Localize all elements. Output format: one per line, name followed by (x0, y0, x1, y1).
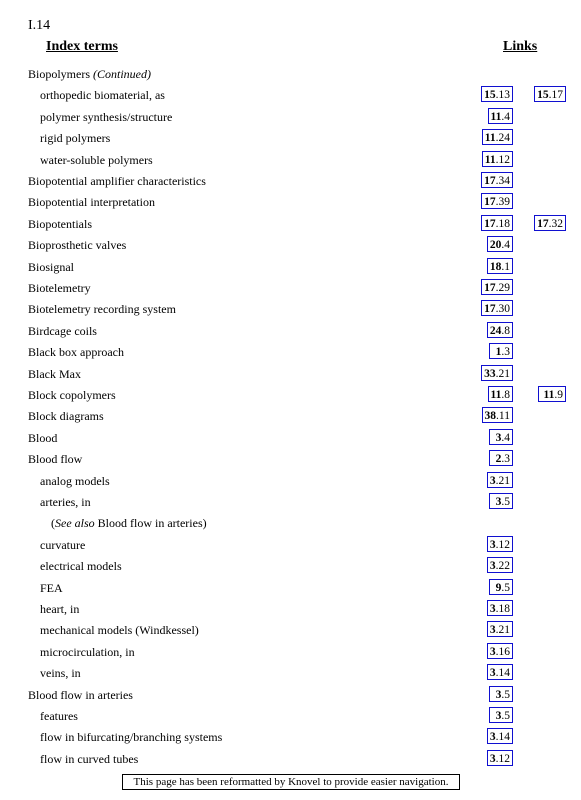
term-italic: See also (55, 516, 95, 530)
index-term: orthopedic biomaterial, as (40, 88, 165, 102)
index-term: Block copolymers (28, 388, 116, 402)
index-term: Birdcage coils (28, 324, 97, 338)
index-entry (0, 171, 581, 191)
page-link[interactable]: 3.14 (487, 728, 513, 744)
page-link[interactable]: 20.4 (487, 236, 513, 252)
index-entry (0, 599, 581, 619)
index-term: Black Max (28, 367, 81, 381)
index-term: Bioprosthetic valves (28, 238, 127, 252)
index-entry (0, 727, 581, 747)
page-link[interactable]: 18.1 (487, 258, 513, 274)
index-entry (0, 107, 581, 127)
page-link[interactable]: 15.17 (534, 86, 566, 102)
index-term: Biotelemetry recording system (28, 302, 176, 316)
index-term: Blood flow (28, 452, 83, 466)
index-term: microcirculation, in (40, 645, 135, 659)
index-entry (0, 321, 581, 341)
index-entry (0, 85, 581, 105)
index-term: analog models (40, 474, 110, 488)
index-term: rigid polymers (40, 131, 111, 145)
index-term: curvature (40, 538, 86, 552)
index-term: Biopotentials (28, 217, 92, 231)
page-link[interactable]: 24.8 (487, 322, 513, 338)
index-term: arteries, in (40, 495, 91, 509)
page-link[interactable]: 11.12 (482, 151, 513, 167)
index-entry (0, 299, 581, 319)
term-italic: (Continued) (93, 67, 151, 81)
page-link[interactable]: 1.3 (489, 343, 513, 359)
page-link[interactable]: 3.5 (489, 493, 513, 509)
page-link[interactable]: 3.5 (489, 707, 513, 723)
index-entry (0, 663, 581, 683)
index-entry (0, 428, 581, 448)
page-link[interactable]: 3.21 (487, 621, 513, 637)
page-link[interactable]: 3.22 (487, 557, 513, 573)
page-link[interactable]: 17.39 (481, 193, 513, 209)
index-term: Black box approach (28, 345, 124, 359)
index-term: (See also Blood flow in arteries) (51, 516, 207, 530)
page-link[interactable]: 9.5 (489, 579, 513, 595)
index-term: water-soluble polymers (40, 153, 153, 167)
index-term: electrical models (40, 559, 122, 573)
index-entry (0, 192, 581, 212)
page-link[interactable]: 3.12 (487, 750, 513, 766)
index-entry (0, 128, 581, 148)
index-entry (0, 342, 581, 362)
page-link[interactable]: 17.30 (481, 300, 513, 316)
page-link[interactable]: 11.8 (488, 386, 514, 402)
index-term: heart, in (40, 602, 80, 616)
index-term: Biopotential amplifier characteristics (28, 174, 206, 188)
knovel-footer-note: This page has been reformatted by Knovel to provide easier navigation. (122, 774, 460, 790)
links-header: Links (503, 39, 538, 54)
page-link[interactable]: 11.24 (482, 129, 513, 145)
index-term: Block diagrams (28, 409, 104, 423)
page-link[interactable]: 11.4 (488, 108, 514, 124)
index-entry (0, 749, 581, 769)
page-link[interactable]: 3.12 (487, 536, 513, 552)
page-link[interactable]: 3.21 (487, 472, 513, 488)
index-entry (0, 257, 581, 277)
page-link[interactable]: 11.9 (538, 386, 566, 402)
index-entry (0, 64, 581, 84)
index-term: Biotelemetry (28, 281, 91, 295)
index-entry (0, 385, 581, 405)
index-term: Blood flow in arteries (28, 688, 133, 702)
index-entry (0, 535, 581, 555)
page-link[interactable]: 17.34 (481, 172, 513, 188)
index-entry (0, 556, 581, 576)
page-link[interactable]: 17.18 (481, 215, 513, 231)
page-link[interactable]: 3.4 (489, 429, 513, 445)
index-entry (0, 685, 581, 705)
page-link[interactable]: 3.16 (487, 643, 513, 659)
index-term: polymer synthesis/structure (40, 110, 173, 124)
index-entry (0, 620, 581, 640)
page-link[interactable]: 3.5 (489, 686, 513, 702)
index-entry (0, 278, 581, 298)
page-link[interactable]: 2.3 (489, 450, 513, 466)
index-entry (0, 513, 581, 533)
index-term: Biopolymers (Continued) (28, 67, 151, 81)
index-entry (0, 406, 581, 426)
index-entry (0, 471, 581, 491)
index-entry (0, 706, 581, 726)
index-term: Biopotential interpretation (28, 195, 155, 209)
index-term: flow in bifurcating/branching systems (40, 730, 223, 744)
page-link[interactable]: 38.11 (482, 407, 513, 423)
index-entry (0, 492, 581, 512)
page-link[interactable]: 3.14 (487, 664, 513, 680)
index-entry (0, 364, 581, 384)
index-term: Biosignal (28, 260, 75, 274)
index-term: features (40, 709, 78, 723)
index-term: Blood (28, 431, 58, 445)
page-link[interactable]: 17.32 (534, 215, 566, 231)
index-term: FEA (40, 581, 63, 595)
index-term: mechanical models (Windkessel) (40, 623, 199, 637)
index-entry (0, 150, 581, 170)
index-term: flow in curved tubes (40, 752, 139, 766)
page-link[interactable]: 17.29 (481, 279, 513, 295)
index-entry (0, 235, 581, 255)
index-term: veins, in (40, 666, 81, 680)
page-link[interactable]: 3.18 (487, 600, 513, 616)
index-entry (0, 449, 581, 469)
page-number: I.14 (28, 18, 51, 33)
index-terms-header: Index terms (46, 39, 118, 54)
index-entry (0, 578, 581, 598)
page-link[interactable]: 33.21 (481, 365, 513, 381)
page-link[interactable]: 15.13 (481, 86, 513, 102)
index-entry (0, 214, 581, 234)
index-entry (0, 642, 581, 662)
